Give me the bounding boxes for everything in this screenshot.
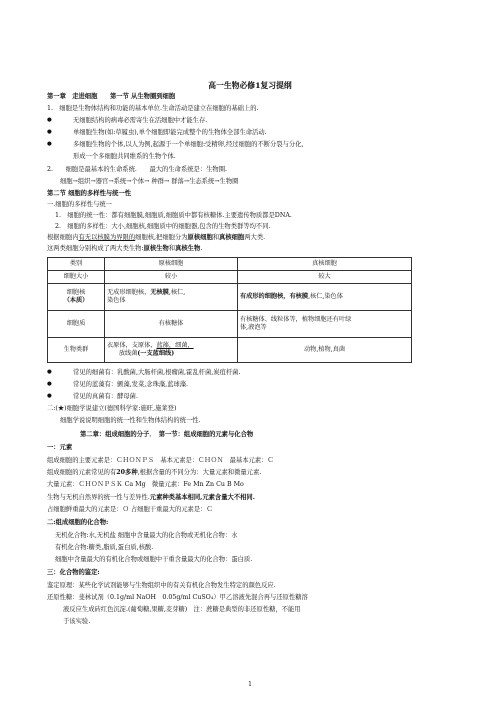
- cell-theory-heading: 二:(★)细胞学说建立(德国科学家:施旺,施莱登): [47, 405, 177, 412]
- bullet-single-cell: ● 单细胞生物(如:草履虫),单个细胞即能完成整个的生物体全部生命活动.: [73, 128, 267, 137]
- two-kinds-text: 这两类细胞分别构成了两大类生物:原核生物和真核生物.: [47, 245, 203, 252]
- table-row: [48, 284, 412, 311]
- table-cell: 细胞大小: [48, 271, 105, 284]
- classification-text: 根据细胞内有无以核膜为界限的细胞核,把细胞分为原核细胞和真核细胞两大类.: [47, 234, 266, 241]
- elements-unity: 生物与无机自然界的统一性与差异性.元素种类基本相同,元素含量大不相同.: [47, 494, 255, 501]
- elements-weight: 占细胞鲜重最大的元素是：Ｏ 占细胞干重最大的元素是：Ｃ: [47, 506, 213, 513]
- chapter-1-heading: 第一章 走进细胞 第一节 从生物圈到细胞: [47, 93, 176, 100]
- table-cell: 原核细胞: [105, 258, 238, 271]
- elements-heading: 一：元素: [47, 444, 73, 451]
- bullet-multi-cell-cont: 形成一个多细胞共同维系的生物个体.: [73, 153, 176, 160]
- table-row: [48, 338, 412, 363]
- table-row: [48, 311, 412, 338]
- page-number: 1: [248, 681, 252, 688]
- elements-count: 组成细胞的元素常见的有20多种,根据含量的不同分为：大量元素和微量元素.: [47, 469, 262, 476]
- paragraph-2: 2. 细胞是最基本的生命系统. 最大的生命系统是：生物圈.: [47, 166, 228, 173]
- section-2-heading: 第二节 细胞的多样性与统一性: [47, 190, 132, 197]
- table-cell: 较大: [238, 271, 412, 284]
- compounds-heading: 二:组成细胞的化合物:: [47, 519, 109, 526]
- table-cell: 类别: [48, 258, 105, 271]
- bullet-cyanobacteria: ● 常见的蓝藻有：颤藻,发菜,念珠藻,蓝球藻.: [73, 380, 188, 389]
- reducing-sugar-end: 于该实验.: [63, 618, 91, 625]
- largest-compound: 细胞中含量最大的有机化合物或细胞中干重含量最大的化合物：蛋白质.: [55, 556, 253, 563]
- cell-theory-text: 细胞学说说明细胞的统一性和生物体结构的统一性.: [60, 417, 201, 424]
- table-cell: 有核糖体、线粒体等，植物细胞还有叶绿 体,液泡等: [238, 311, 412, 338]
- table-cell: 动物,植物,真菌: [238, 338, 412, 363]
- bullet-multi-cell: ● 多细胞生物的个体,以人为例,起源于一个单细胞:受精卵,经过细胞的不断分裂与分化,: [73, 140, 304, 149]
- paragraph-1: 1. 细胞是生物体结构和功能的基本单位.生命活动是建立在细胞的基础上的.: [47, 105, 259, 112]
- bullet-virus: ● 无细胞结构的病毒必需寄生在活细胞中才能生存.: [73, 116, 207, 125]
- table-row: [48, 258, 412, 271]
- bullet-bacteria: ● 常见的细菌有：乳酸菌,大肠杆菌,根瘤菌,霍乱杆菌,炭疽杆菌.: [73, 368, 240, 377]
- identification-principle: 鉴定原理：某些化学试剂能够与生物组织中的有关有机化合物发生特定的颜色反应.: [47, 582, 276, 589]
- section-2-sub: 一.细胞的多样性与统一: [47, 201, 112, 208]
- table-cell: 较小: [105, 271, 238, 284]
- table-row: [48, 271, 412, 284]
- table-cell: 无成形细胞核，无核膜,核仁, 染色体: [105, 284, 238, 311]
- chapter-2-heading: 第二章：组成细胞的分子． 第一节：组成细胞的元素与化合物: [80, 431, 254, 438]
- diversity-text: 2. 细胞的多样性：大小,细胞核,细胞质中的细胞器,包含的生物类群等均不同.: [55, 223, 271, 230]
- table-cell: 细胞核 （本质）: [48, 284, 105, 311]
- table-cell: 衣原体，支原体，蓝藻，细菌， 放线菌(一支蓝细线): [105, 338, 238, 363]
- identification-heading: 三：化合物的鉴定:: [47, 569, 100, 576]
- table-cell: 细胞质: [48, 311, 105, 338]
- table-cell: 有成形的细胞核，有核膜,核仁,染色体: [238, 284, 412, 311]
- elements-macro-micro: 大量元素：ＣＨＯＮＰＳＫ Ca Mg 微量元素：Fe Mn Zn Cu B Mo: [47, 481, 244, 488]
- doc-title: 高一生物必修1复习提纲: [208, 81, 292, 90]
- inorganic-compounds: 无机化合物:水,无机盐 细胞中含量最大的化合物或无机化合物：水: [55, 532, 238, 539]
- unity-text: 1. 细胞的统一性：都有细胞膜,细胞质,细胞质中都有核糖体.主要遗传物质都是DNA.: [55, 212, 292, 219]
- bullet-fungi: ● 常见的真菌有：酵母菌.: [73, 392, 138, 401]
- elements-main: 组成细胞的主要元素是：ＣＨＯＮＰＳ 基本元素是：ＣＨＯＮ 最基本元素：Ｃ: [47, 457, 274, 464]
- cell-comparison-table: [47, 257, 412, 363]
- table-cell: 生物类群: [48, 338, 105, 363]
- life-system-chain: 细胞→组织→器官→系统→个体→ 种群→ 群落→生态系统→生物圈: [60, 178, 239, 185]
- organic-compounds: 有机化合物:糖类,脂质,蛋白质,核酸.: [55, 544, 154, 551]
- table-cell: 真核细胞: [238, 258, 412, 271]
- reducing-sugar-cont: 液反应生成砖红色沉淀.(葡萄糖,果糖,麦芽糖) 注：蔗糖是典型的非还原性糖，不能用: [63, 606, 301, 613]
- table-cell: 有核糖体: [105, 311, 238, 338]
- reducing-sugar-text: 还原性糖：斐林试剂（0.1g/ml NaOH 0.05g/ml CuSO₄）甲乙溶液先混合再与还原性糖溶: [47, 594, 308, 601]
